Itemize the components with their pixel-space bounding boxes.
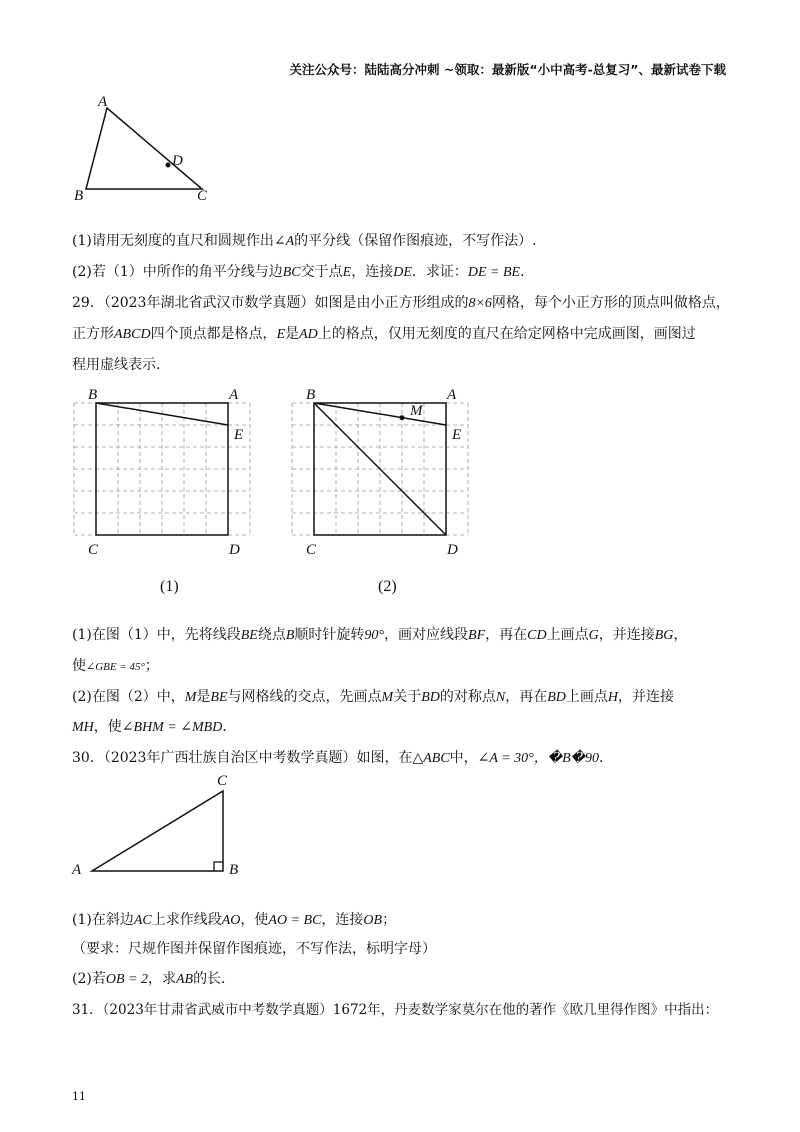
q29-part1-a: (1)在图（1）中，先将线段BE绕点B顺时针旋转90°，画对应线段BF，再在CD上画点G，并连接BG， [72,627,688,643]
q29-line2: 正方形ABCD四个顶点都是格点，E是AD上的格点，仅用无刻度的直尺在给定网格中完成画图，画图过 [72,326,696,342]
label-e: E [234,427,244,443]
q30-requirement: （要求：尺规作图并保留作图痕迹，不写作法，标明字母） [72,941,436,957]
label-a: A [229,387,239,403]
label-d: D [447,542,458,558]
q29-line1: 29．（2023年湖北省武汉市数学真题）如图是由小正方形组成的8×6网格，每个小正方形的顶点叫做格点， [72,295,730,311]
label-e: E [452,427,462,443]
q30-part2: (2)若OB = 2，求AB的长． [72,971,236,987]
label-c: C [197,188,208,204]
label-c: C [88,542,99,558]
label-b: B [88,387,98,403]
triangle-abc [86,108,202,189]
label-b: B [229,862,239,878]
label-a: A [447,387,457,403]
grid-caption-1: (1) [160,578,179,595]
label-c: C [306,542,317,558]
label-b: B [306,387,316,403]
page-header: 关注公众号：陆陆高分冲刺 ~领取：最新版“小中高考-总复习”、最新试卷下载 [289,62,726,77]
point-d [166,163,171,168]
grid-lines-1 [74,403,250,535]
grid-caption-2: (2) [378,578,397,595]
label-m: M [410,403,423,419]
q29-part2-b: MH，使∠BHM = ∠MBD． [72,719,237,735]
triangle-abc-right [92,791,223,871]
right-angle-mark [214,862,223,871]
label-a: A [98,94,108,110]
page-number: 11 [72,1090,86,1103]
grid-figure-2 [280,380,495,560]
q30-part1: (1)在斜边AC上求作线段AO，使AO = BC，连接OB； [72,912,397,928]
q29-line3: 程用虚线表示． [72,357,170,373]
q29-part2-a: (2)在图（2）中，M是BE与网格线的交点，先画点M关于BD的对称点N，再在BD上画点H，并连接 [72,689,675,705]
label-b: B [74,188,84,204]
triangle-abc-figure [60,92,230,207]
point-m [400,415,405,420]
q31-line1: 31．（2023年甘肃省武威市中考数学真题）1672年，丹麦数学家莫尔在他的著作《欧几里得作图》中指出： [72,1002,719,1018]
label-d: D [172,153,183,169]
right-triangle-figure [60,770,260,885]
grid-figure-1 [60,380,275,560]
q28-part2: (2)若（1）中所作的角平分线与边BC交于点E，连接DE．求证：DE = BE． [72,264,535,280]
label-a: A [72,862,82,878]
q28-part1: (1)请用无刻度的直尺和圆规作出∠A的平分线（保留作图痕迹，不写作法）. [72,233,537,249]
q29-part1-b: 使∠GBE = 45°； [72,658,159,674]
q30-line1: 30．（2023年广西壮族自治区中考数学真题）如图，在△ABC中，∠A = 30°，�B�90． [72,750,614,766]
label-c: C [217,773,228,789]
label-d: D [229,542,240,558]
